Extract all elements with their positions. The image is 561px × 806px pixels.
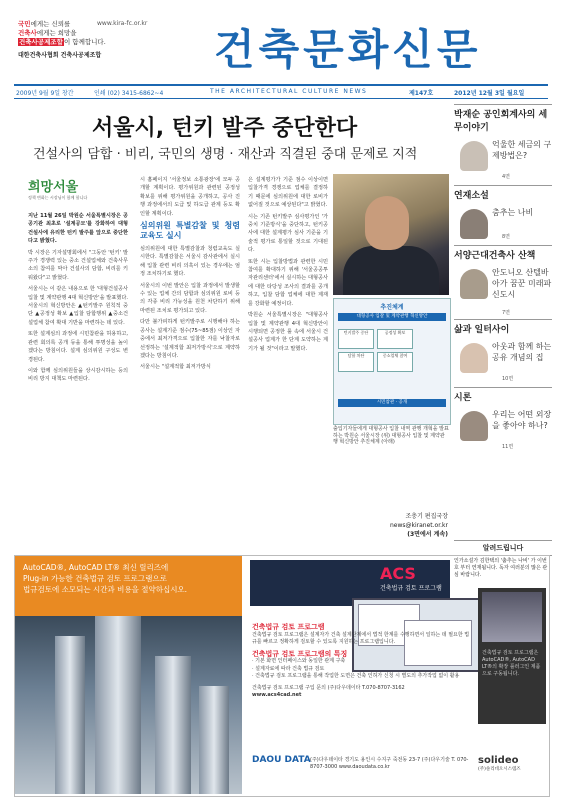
policy-diagram — [333, 298, 451, 425]
sidebar-page: 4면 — [502, 174, 511, 180]
notice-head: 알려드립니다 — [454, 540, 552, 556]
tagline-text: 에게는 신뢰를 — [30, 20, 71, 28]
sidebar-page: 7면 — [502, 310, 511, 316]
ad-site[interactable]: www.acs4cad.net — [252, 692, 302, 698]
issue-date: 2012년 12월 3일 월요일 — [454, 90, 525, 97]
article-paragraph: 또한 설계심의 과정에 시민참관을 허용하고, 관련 회의록 공개 등을 통해 투명성을 높이겠다는 방침이다. 설계 심의위원 구성도 변경된다. — [28, 331, 128, 363]
acs-logo — [380, 564, 442, 592]
notice-text: 인가소설가 김한택의 '춤추는 나비' 가 이번 호 부터 연재됩니다. 독자 여러분의 많은 관심 바랍니다. — [454, 558, 548, 578]
article-paragraph: 박원순 서울특별시장은 "대형공사 입찰 및 계약관행 4대 혁신방안이 시행되면 공정한 룰 속에 서울시 건설공사 업계가 한 단계 도약하는 계기가 될 것"이라고 말했다. — [248, 312, 328, 352]
ad-paragraph: 건축법규 검토 프로그램은 설계자가 건축 설계단계에서 법적 한계를 수행하면서 일하는 데 필요한 법규를 빠르고 정확하게 검토할 수 있도록 지원하는 프로그램입니다. — [252, 631, 470, 645]
sidebar-item[interactable] — [454, 133, 552, 185]
photo-face — [365, 196, 409, 250]
article-paragraph: 박 시장은 기자설명회에서 "그동안 '턴키' 발주가 경쟁력 있는 중소 건설업체와 건축사무소의 참여를 막아 건설사의 담합, 비리를 키워왔다"고 밝혔다. — [28, 249, 128, 281]
issue-bar — [14, 84, 548, 99]
sidebar-head: 서양근대건축사 산책 — [454, 245, 552, 261]
ad-bullet: · 기본 화면 인터페이스와 동일한 관계 구축 — [252, 658, 346, 664]
byline-email[interactable]: news@kiranet.or.kr — [389, 522, 448, 529]
diagram-title: 추진체계 — [380, 304, 404, 311]
acs-logo-text: ACS — [380, 564, 416, 583]
article-column-1 — [28, 212, 128, 387]
byline — [362, 512, 448, 539]
article-column-3 — [248, 176, 328, 356]
mayor-photo — [333, 174, 449, 295]
section-heading: 심의위원 특별감찰 및 청렴교육도 실시 — [140, 221, 240, 241]
tagline-text: 에게는 희망을 — [36, 29, 77, 37]
sidebar-page: 8면 — [502, 234, 511, 240]
sidebar-index — [454, 104, 552, 453]
ad-bullet: · 설계자료에 따라 건축 법규 검토 — [252, 665, 325, 672]
article-lead: 지난 11월 26일 박원순 서울특별시장은 공공기관 최초로 '설계공모'를 강화하여 대형 건설사에 유리한 턴키 발주를 앞으로 중단한다고 밝혔다. — [28, 213, 128, 245]
ad-building-image — [15, 616, 242, 794]
byline-name: 조충기 편집국장 — [405, 513, 448, 520]
sidebar-title: 춤추는 나비 — [492, 208, 534, 217]
ad-contact: 건축법규 검토 프로그램 구입 문의 (주)다우데이타 T.070-8707-3162 — [252, 684, 405, 691]
article-paragraph: 시 홈페이지 '서울정보 소통광장'에 모두 공개할 계획이다. 평가위원과 관련된 공정성 확보를 위해 평가위원을 공개하고, 공사 진행 과정에서의 도급 및 하도급 관계 등도 확인할 계획이다. — [140, 177, 240, 217]
tagline-word: 건축사공제조합 — [19, 38, 63, 46]
article-paragraph: 또한 시는 입찰방법과 관련한 시민 참여를 확대하기 위해 '서울공공투자관리센터'에서 실시하는 대형공사에 대한 타당성 조사의 결과를 공개하고, 입찰 담합 업체에 대한 제재를 강화할 예정이다. — [248, 258, 328, 307]
article-paragraph: 다만 불가피하게 턴키발주로 시행해야 하는 공사는 설계기준 점수(75~85점) 이상인 자 중에서 최저가격으로 입찰한 자를 낙찰자로 선정하는 '설계적합 최저가방식'으로 계약하겠다는 방침이다. — [140, 319, 240, 359]
sidebar-head: 박재순 공인회계사의 세무이야기 — [454, 104, 552, 133]
article-paragraph: 서울시는 이 같은 내용으로 한 '대형건설공사 입찰 및 계약관행 4대 혁신방안'을 발표했다. 서울시의 혁신방안은 ▲턴키발주 원칙적 중단 ▲공정성 확보 ▲입찰 담합행위 ▲중소건설업체 참여 확대 기반을 마련하는 데 있다. — [28, 286, 128, 326]
ad-banner-text — [15, 556, 242, 616]
sidebar-item[interactable] — [454, 335, 552, 387]
issue-number: 제147호 — [409, 90, 434, 97]
sidebar-item[interactable] — [454, 403, 552, 453]
author-photo — [460, 269, 488, 299]
sidebar-title: 아웃과 함께 하는 공유 개념의 집 — [492, 342, 552, 362]
sidebar-head: 시론 — [454, 387, 552, 403]
masthead-url[interactable]: www.kira-fc.or.kr — [97, 20, 148, 27]
newspaper-title: 건축문화신문 — [214, 25, 482, 74]
article-paragraph: 서울시의 이번 발안은 입찰 과정에서 발생할 수 있는 업체 간의 담합과 심의위원 로비 등의 각종 비리 가능성을 원천 차단하기 위해 마련된 조치로 평가되고 있다. — [140, 282, 240, 314]
headline: 서울시, 턴키 발주 중단한다 — [92, 116, 358, 141]
logo-text: 희망서울 — [28, 180, 79, 195]
article-paragraph: 이와 함께 심의위원들을 상시감시하는 등의 비리 방지 대책도 마련된다. — [28, 367, 128, 383]
subheadline: 건설사의 담합 · 비리, 국민의 생명 · 재산과 직결된 중대 문제로 지적 — [33, 147, 418, 162]
daou-logo — [252, 755, 311, 765]
sidebar-item[interactable] — [454, 261, 552, 319]
ad-bullet: · 건축법규 검토 프로그램을 통해 작업한 도면은 건축 인허가 신청 시 별도의 추가작업 없이 활용 — [252, 673, 460, 679]
photo-caption: 출입기자들에게 대형공사 입찰 내역 관행 개혁을 발표하는 박원순 서울시장 (위) 대형공사 입찰 및 계약관행 혁신방안 추진체계 (아래) — [333, 426, 449, 445]
daou-text: DAOU DATA — [252, 755, 311, 765]
tagline-word: 국민 — [18, 20, 31, 28]
sidebar-head: 연재소설 — [454, 185, 552, 201]
solideo-logo — [478, 755, 521, 772]
author-photo — [460, 343, 488, 373]
solideo-text: solideo — [478, 755, 519, 766]
ad-body — [252, 624, 472, 700]
ad-heading: 건축법규 검토 프로그램의 특징 — [252, 649, 348, 658]
masthead-org: 대한건축사협회 건축사공제조합 — [18, 52, 102, 59]
daou-address: (주)다우데이타 경기도 용인시 수지구 죽전동 23-7 (주)다우기술 T. 070-8707-3000 www.daoudata.co.kr — [310, 757, 469, 770]
acs-sub: 건축법규 검토 프로그램 — [380, 585, 442, 592]
diagram-box: 턴키발주 중단 — [338, 329, 374, 349]
author-photo — [460, 411, 488, 441]
sidebar-title: 우리는 어떤 외장을 좋아야 하나? — [492, 410, 552, 430]
solideo-sub: (주)솔리데오시스템즈 — [478, 767, 521, 772]
tagline-text: 이 함께합니다. — [63, 38, 106, 46]
ad-side-panel — [478, 588, 546, 724]
author-photo — [460, 209, 488, 239]
article-column-2 — [140, 176, 240, 375]
sidebar-title: 안도니오 산텔바아가 꿈꾼 미래파 신도시 — [492, 268, 552, 299]
tagline-word: 건축사 — [18, 29, 37, 37]
print-phone: 인쇄 (02) 3415-6862~4 — [94, 90, 164, 97]
article-paragraph: 서울시는 "설계적합 최저가방식 — [140, 364, 211, 371]
sidebar-head: 삶과 일터사이 — [454, 319, 552, 335]
founded-date: 2009년 9월 9일 창간 — [16, 90, 74, 97]
article-paragraph: 심의위원에 대한 특별감찰과 청렴교육도 실시한다. 특별감찰은 서울시 감사관에서 실시해 입찰 관련 비리 의혹이 있는 경우에는 엄정 조치하기로 했다. — [140, 246, 240, 278]
sidebar-page: 10면 — [502, 376, 514, 382]
author-photo — [460, 141, 488, 171]
diagram-band: 시민참관 · 공개 — [338, 399, 446, 407]
diagram-box: 담합 차단 — [338, 352, 374, 372]
diagram-box: 중소업체 참여 — [377, 352, 413, 372]
article-paragraph: 시는 기존 턴키발주 심사평가인 '가중치 기준방식'을 중단하고, 턴키공사에 대한 설계평가 심사 기준을 기술적 평가로 통일할 것으로 기대된다. — [248, 213, 328, 254]
hope-seoul-logo — [28, 176, 87, 201]
ad-line: AutoCAD®, AutoCAD LT® 최신 릴리즈에 — [23, 563, 169, 572]
photo-suit — [343, 246, 439, 295]
ad-line: Plug-in 가능한 건축법규 검토 프로그램으로 — [23, 574, 167, 583]
sidebar-page: 11면 — [502, 444, 514, 450]
english-title: THE ARCHITECTURAL CULTURE NEWS — [210, 88, 368, 95]
ad-side-image — [482, 592, 542, 642]
ad-side-text: 건축법규 검토 프로그램은 AutoCAD®, AutoCAD LT®의 확장 플러그인 제품으로 구동됩니다. — [482, 650, 541, 677]
diagram-band: 대형공사 입찰 및 계약관행 혁신방안 — [338, 313, 446, 321]
sidebar-title: 억울한 세금의 구제방법은? — [492, 140, 552, 160]
logo-sub: 정책 변화는 시장님이 함께 합니다 — [28, 195, 88, 200]
article-paragraph: 은 설계평가가 기준 점수 이상이면 입찰가격 경쟁으로 업체를 결정하기 때문에 심의위원에 대한 로비가 없어질 것으로 예상된다"고 밝혔다. — [248, 177, 328, 209]
sidebar-item[interactable] — [454, 201, 552, 245]
continued-note: (3면에서 계속) — [407, 531, 448, 538]
diagram-box: 공정성 확보 — [377, 329, 413, 349]
ad-heading: 건축법규 검토 프로그램 — [252, 623, 325, 631]
ad-line: 법규검토에 소모되는 시간과 비용을 절약하십시오. — [23, 585, 188, 594]
